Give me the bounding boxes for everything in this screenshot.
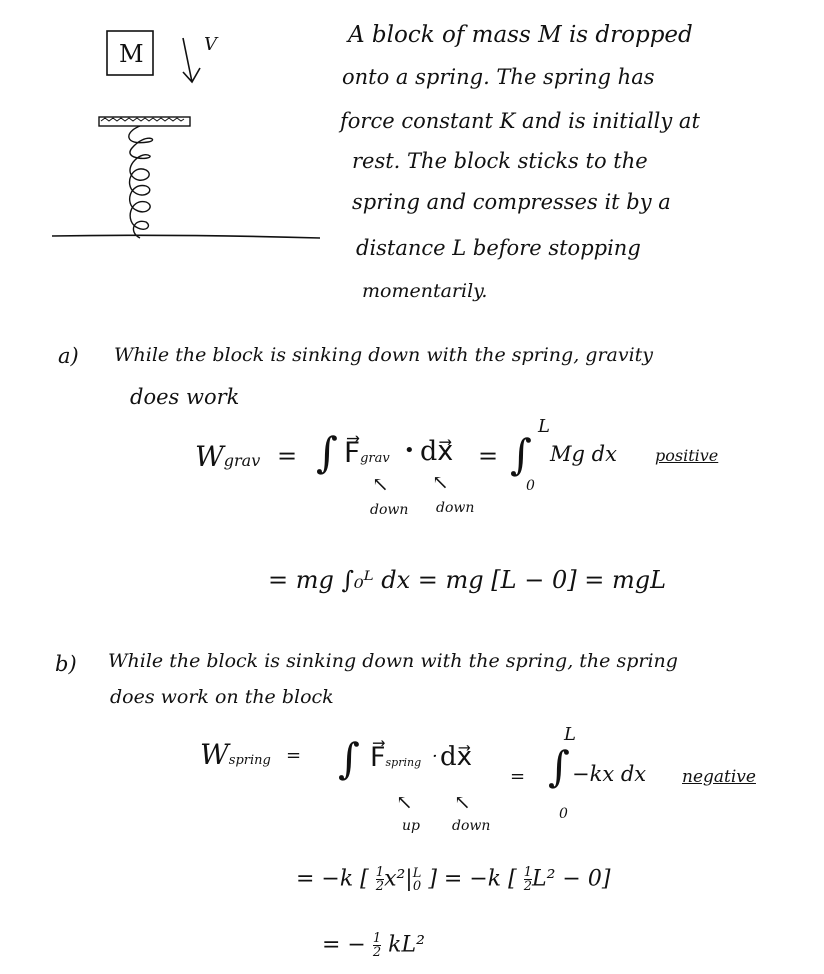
half-fraction	[373, 932, 381, 959]
part-b-label: b)	[55, 652, 77, 676]
w-symbol: W	[195, 440, 224, 473]
lower-limit: 0	[559, 806, 568, 822]
force-symbol: F⃗	[370, 742, 386, 773]
part-b-text: does work on the block	[110, 686, 334, 708]
w-subscript: grav	[223, 451, 261, 470]
force-vector	[344, 436, 390, 469]
limit-top: L	[412, 865, 422, 881]
half-fraction	[524, 866, 532, 893]
dx-vector: dx⃗	[420, 436, 454, 467]
integral-sign: ∫	[316, 428, 338, 477]
integrand: −kx dx	[572, 762, 647, 786]
numerator: 1	[523, 865, 532, 880]
equation-line: = mg ∫₀ᴸ dx = mg [L − 0] = mgL	[268, 566, 667, 594]
dot-operator: •	[404, 440, 415, 461]
equation-line	[296, 866, 610, 893]
part-a-text: does work	[130, 385, 240, 409]
spring-coil	[129, 126, 153, 238]
problem-line: A block of mass M is dropped	[348, 22, 693, 48]
problem-line: rest. The block sticks to the	[352, 149, 648, 173]
force-subscript: grav	[360, 451, 390, 466]
direction-label: down	[452, 818, 491, 834]
eq-part: L² − 0]	[531, 866, 611, 892]
direction-label: up	[402, 818, 420, 834]
half-fraction	[376, 866, 384, 893]
force-vector	[370, 742, 421, 773]
arrow-up-icon: ↖	[372, 472, 389, 496]
integrand: Mg dx	[550, 442, 617, 466]
direction-label: down	[436, 500, 475, 516]
arrow-up-icon: ↖	[432, 470, 449, 494]
eq-part: = −k [	[296, 866, 369, 892]
lower-limit: 0	[526, 478, 535, 494]
eq-part: kL²	[388, 932, 425, 958]
dx-vector: dx⃗	[440, 742, 473, 772]
dot-operator: ·	[432, 746, 438, 767]
sign-note: negative	[682, 767, 756, 787]
denominator: 2	[523, 879, 532, 894]
problem-line: force constant K and is initially at	[340, 109, 700, 133]
direction-label: down	[370, 502, 409, 518]
eq-part: ] = −k [	[428, 866, 517, 892]
equals-sign: =	[286, 745, 302, 766]
force-subscript: spring	[385, 756, 422, 769]
force-symbol: F⃗	[344, 436, 361, 469]
w-symbol: W	[200, 738, 229, 771]
problem-line: spring and compresses it by a	[352, 190, 671, 214]
integral-sign: ∫	[338, 734, 360, 783]
denominator: 2	[372, 945, 382, 960]
arrow-up-icon: ↖	[454, 790, 471, 814]
problem-line: distance L before stopping	[356, 236, 641, 260]
eq-part: x²|	[384, 866, 413, 892]
numerator: 1	[372, 931, 382, 946]
block-label: M	[119, 40, 144, 68]
eq-part: = −	[322, 932, 366, 958]
part-a-text: While the block is sinking down with the spring, gravity	[114, 344, 654, 366]
velocity-arrow	[183, 38, 200, 82]
sign-note: positive	[655, 446, 719, 465]
problem-line: momentarily.	[362, 280, 488, 302]
velocity-label: V	[204, 34, 217, 55]
part-b-text: While the block is sinking down with the spring, the spring	[108, 650, 678, 672]
problem-line: onto a spring. The spring has	[342, 65, 655, 89]
w-spring	[200, 738, 271, 771]
upper-limit: L	[538, 416, 550, 437]
equals-sign: =	[478, 442, 499, 470]
integral-sign: ∫	[548, 742, 570, 791]
limit-bottom: 0	[412, 878, 422, 894]
ground-line	[52, 235, 320, 238]
denominator: 2	[375, 879, 385, 894]
upper-limit: L	[564, 724, 576, 745]
w-subscript: spring	[228, 753, 271, 768]
equals-sign: =	[277, 442, 298, 470]
eval-limits	[413, 867, 422, 893]
equals-sign: =	[510, 766, 526, 787]
equation-line	[322, 932, 425, 959]
part-a-label: a)	[58, 344, 79, 368]
w-grav	[195, 440, 260, 473]
arrow-up-icon: ↖	[396, 790, 413, 814]
numerator: 1	[375, 865, 385, 880]
integral-sign: ∫	[510, 430, 532, 479]
